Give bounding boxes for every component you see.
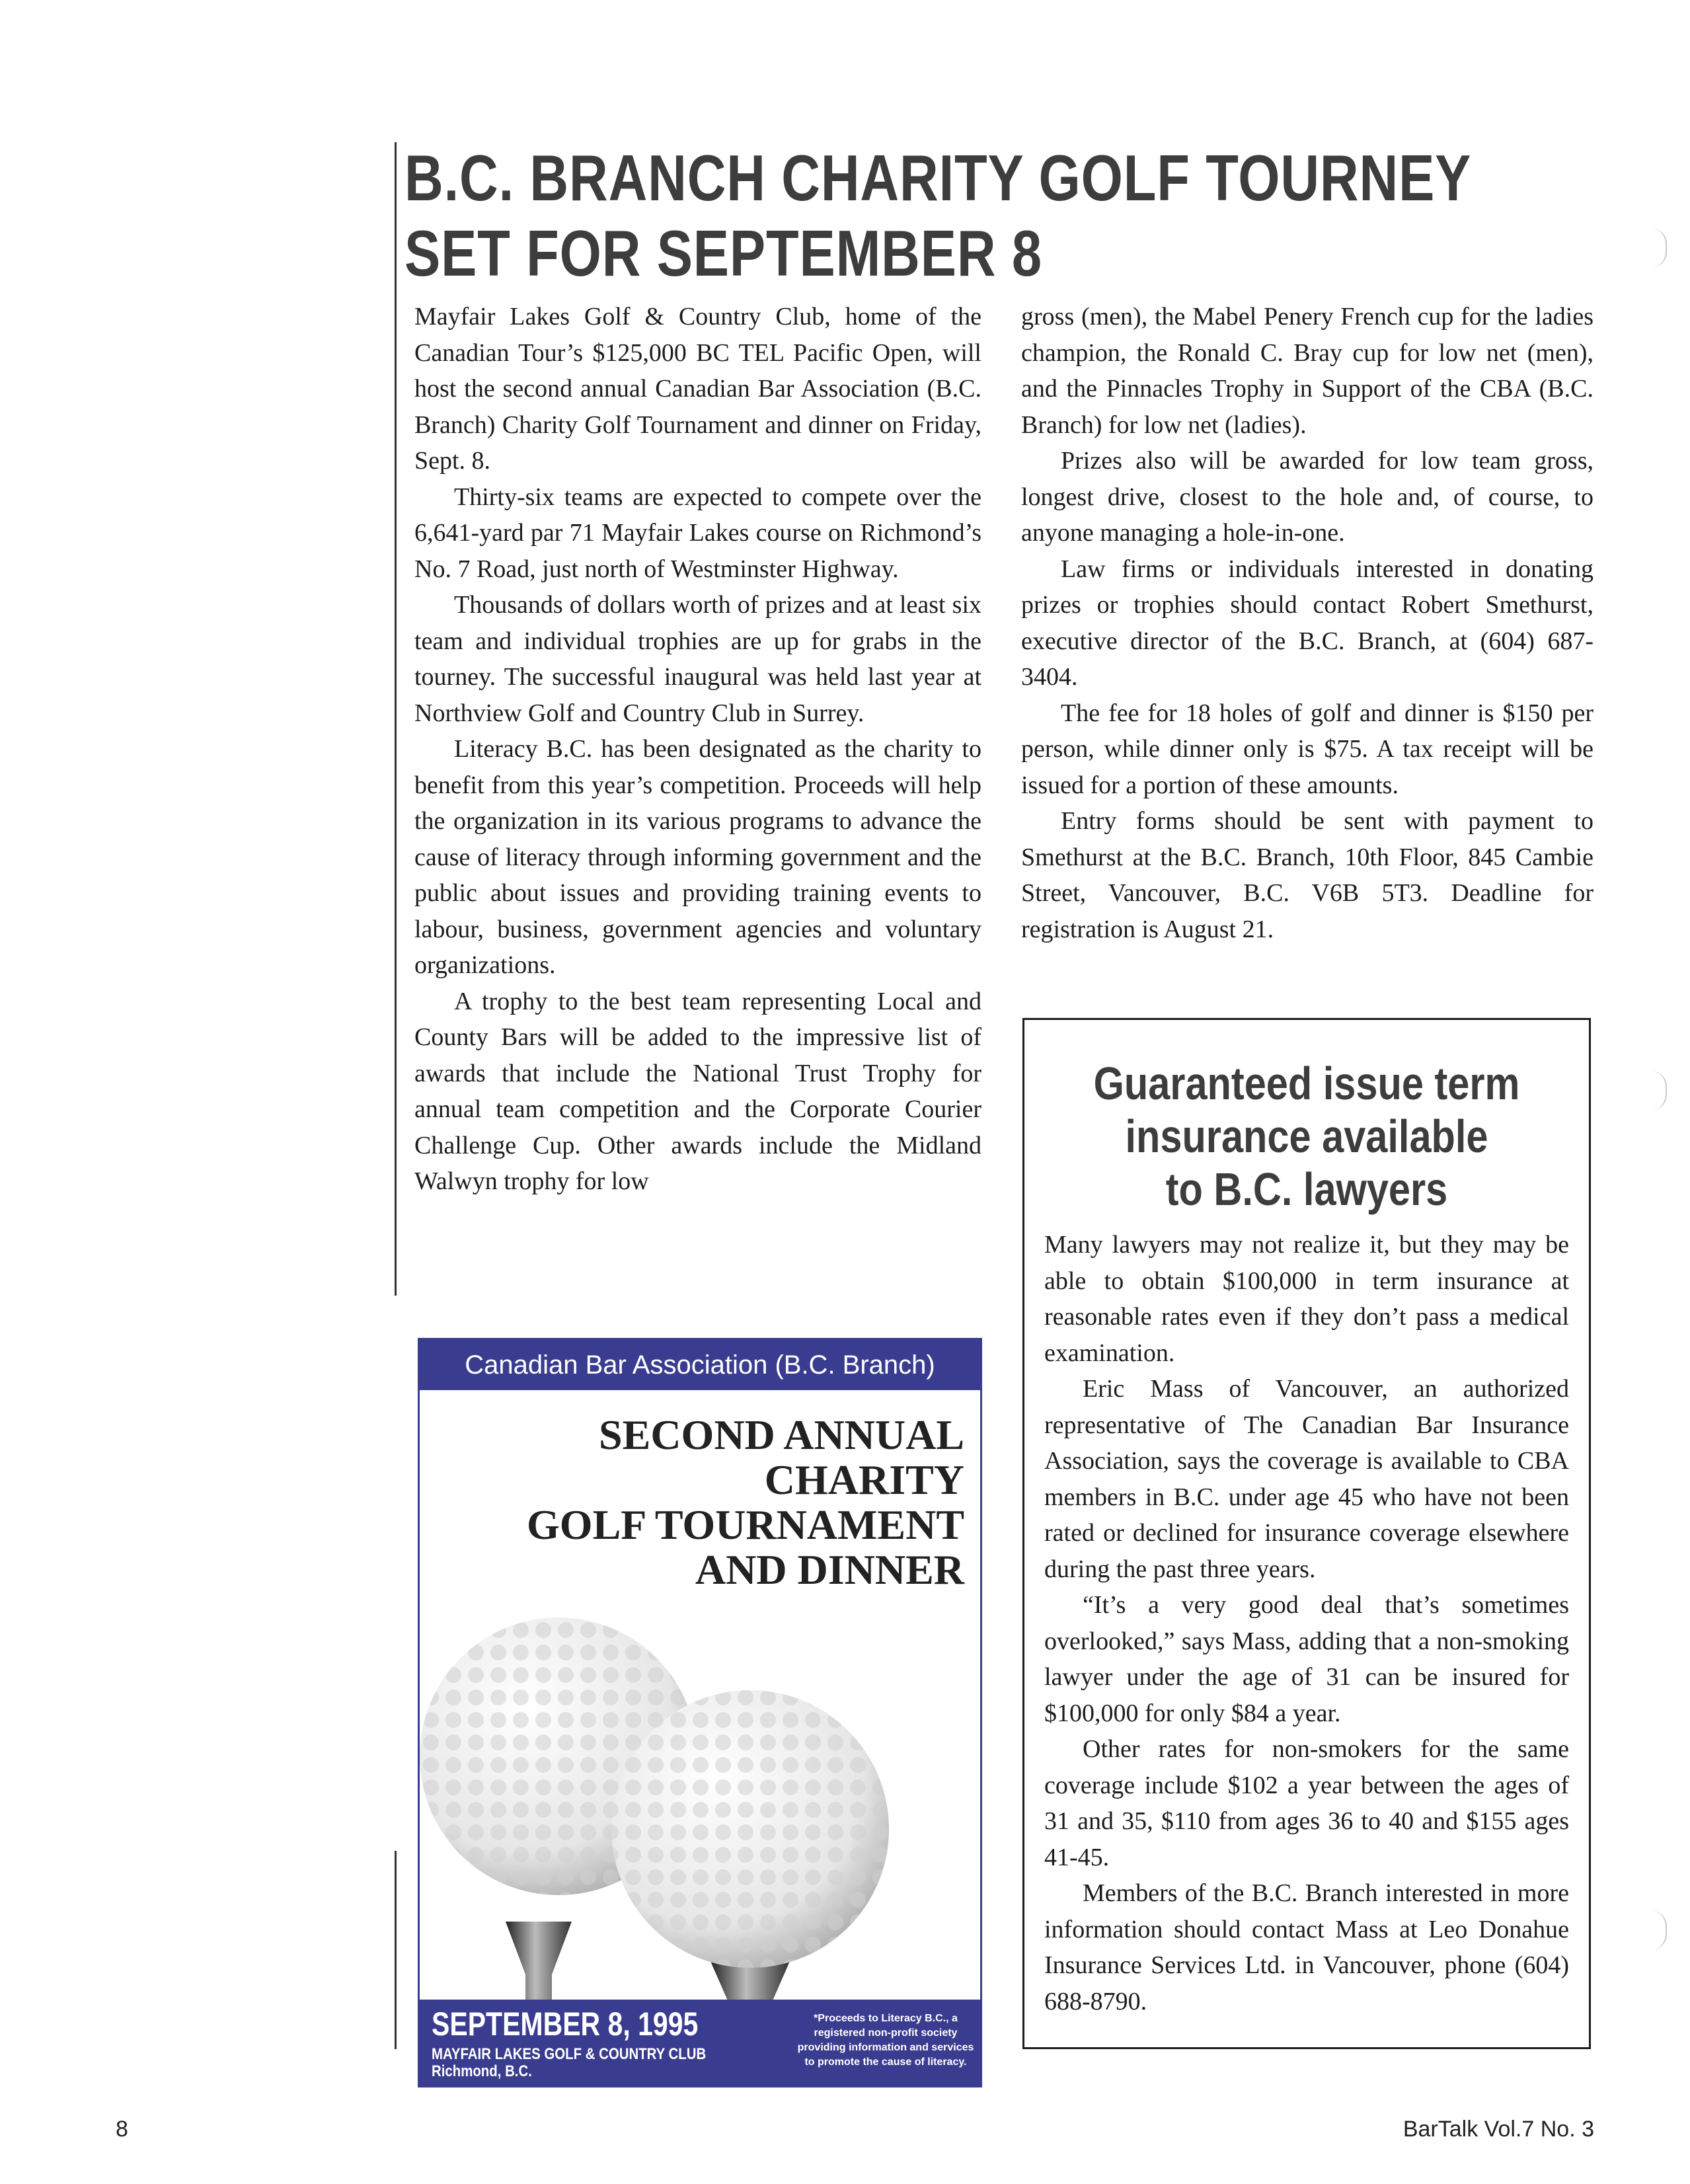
ad-title-line: SECOND ANNUAL CHARITY <box>599 1411 964 1503</box>
sidebar-paragraph: Many lawyers may not realize it, but they may be able to obtain $100,000 in term insurance at reasonable rates even if they don’t pass a medical examination. <box>1044 1231 1569 1367</box>
insurance-sidebar <box>1022 1018 1591 2049</box>
binding-mark <box>1651 1910 1667 1950</box>
article-paragraph: Literacy B.C. has been designated as the charity to benefit from this year’s competition. Proceeds will help the organization in its various programs to advance the cause of literacy through informing government and the public about issues and providing training events to labour, business, government agencies and voluntary organizations. <box>414 735 981 979</box>
sidebar-title-line: to B.C. lawyers <box>1165 1163 1448 1215</box>
article-paragraph: The fee for 18 holes of golf and dinner is $150 per person, while dinner only is $75. A tax receipt will be issued for a portion of these amounts. <box>1021 699 1594 799</box>
ad-header: Canadian Bar Association (B.C. Branch) <box>420 1340 980 1390</box>
article-paragraph: Prizes also will be awarded for low team gross, longest drive, closest to the hole and, of course, to anyone managing a hole-in-one. <box>1021 447 1594 547</box>
column-rule-lower <box>395 1851 397 2049</box>
sidebar-title <box>1067 1057 1547 1216</box>
article-paragraph: gross (men), the Mabel Penery French cup for the ladies champion, the Ronald C. Bray cup for low net (men), and the Pinnacles Trophy in Support of the CBA (B.C. Branch) for low net (ladies). <box>1021 303 1594 439</box>
golf-balls-illustration <box>420 1551 980 2054</box>
ad-note: *Proceeds to Literacy B.C., a registered non-profit society providing information and services to promote the cause of literacy. <box>797 2013 974 2068</box>
ad-venue <box>432 2046 706 2080</box>
sidebar-paragraph: “It’s a very good deal that’s sometimes overlooked,” says Mass, adding that a non-smoking lawyer under the age of 31 can be insured for $100,000 for only $84 a year. <box>1044 1591 1569 1727</box>
binding-mark <box>1651 228 1667 268</box>
sidebar-paragraph: Other rates for non-smokers for the same coverage include $102 a year between the ages of 31 and 35, $110 from ages 36 to 40 and $155 ages 41-45. <box>1044 1735 1569 1871</box>
article-column-left <box>414 299 981 1200</box>
article-paragraph: A trophy to the best team representing Local and County Bars will be added to the impressive list of awards that include the National Trust Trophy for annual team competition and the Corporate Courier Challenge Cup. Other awards include the Midland Walwyn trophy for low <box>414 987 981 1195</box>
ad-title-line: AND DINNER <box>695 1546 964 1593</box>
sidebar-paragraph: Eric Mass of Vancouver, an authorized representative of The Canadian Bar Insurance Association, says the coverage is available to CBA members in B.C. under age 45 who have not been rated or declined for insurance coverage elsewhere during the past three years. <box>1044 1375 1569 1583</box>
issue-label: BarTalk Vol.7 No. 3 <box>1402 2117 1594 2142</box>
ad-date: SEPTEMBER 8, 1995 <box>432 2006 699 2043</box>
sidebar-paragraph: Members of the B.C. Branch interested in more information should contact Mass at Leo Donahue Insurance Services Ltd. in Vancouver, phone (604) 688-8790. <box>1044 1879 1569 2015</box>
headline <box>404 140 1472 291</box>
ad-venue-line: MAYFAIR LAKES GOLF & COUNTRY CLUB <box>432 2045 707 2063</box>
ad-venue-line: Richmond, B.C. <box>432 2062 532 2080</box>
article-paragraph: Thousands of dollars worth of prizes and at least six team and individual trophies are up for grabs in the tourney. The successful inaugural was held last year at Northview Golf and Country Club in Surrey. <box>414 591 981 727</box>
headline-line-1: B.C. BRANCH CHARITY GOLF TOURNEY <box>404 141 1472 214</box>
page-number: 8 <box>116 2117 128 2142</box>
ad-footer <box>420 2000 980 2086</box>
article-paragraph: Law firms or individuals interested in donating prizes or trophies should contact Robert Smethurst, executive director of the B.C. Branch, at (604) 687-3404. <box>1021 555 1594 691</box>
article-column-right <box>1021 299 1594 947</box>
article-paragraph: Entry forms should be sent with payment to Smethurst at the B.C. Branch, 10th Floor, 845 Cambie Street, Vancouver, B.C. V6B 5T3. Deadline for registration is August 21. <box>1021 807 1594 943</box>
article-paragraph: Thirty-six teams are expected to compete over the 6,641-yard par 71 Mayfair Lakes course on Richmond’s No. 7 Road, just north of Westminster Highway. <box>414 483 981 583</box>
binding-mark <box>1651 1071 1667 1111</box>
headline-line-2: SET FOR SEPTEMBER 8 <box>404 217 1042 290</box>
sidebar-title-line: Guaranteed issue term <box>1093 1058 1520 1109</box>
article-paragraph: Mayfair Lakes Golf & Country Club, home of the Canadian Tour’s $125,000 BC TEL Pacific Open, will host the second annual Canadian Bar Association (B.C. Branch) Charity Golf Tournament and dinner on Friday, Sept. 8. <box>414 303 981 475</box>
tournament-ad <box>418 1338 982 2087</box>
sidebar-title-line: insurance available <box>1125 1111 1488 1162</box>
sidebar-body <box>1044 1227 1569 2019</box>
ad-title-line: GOLF TOURNAMENT <box>527 1501 964 1548</box>
column-rule <box>395 142 397 1296</box>
